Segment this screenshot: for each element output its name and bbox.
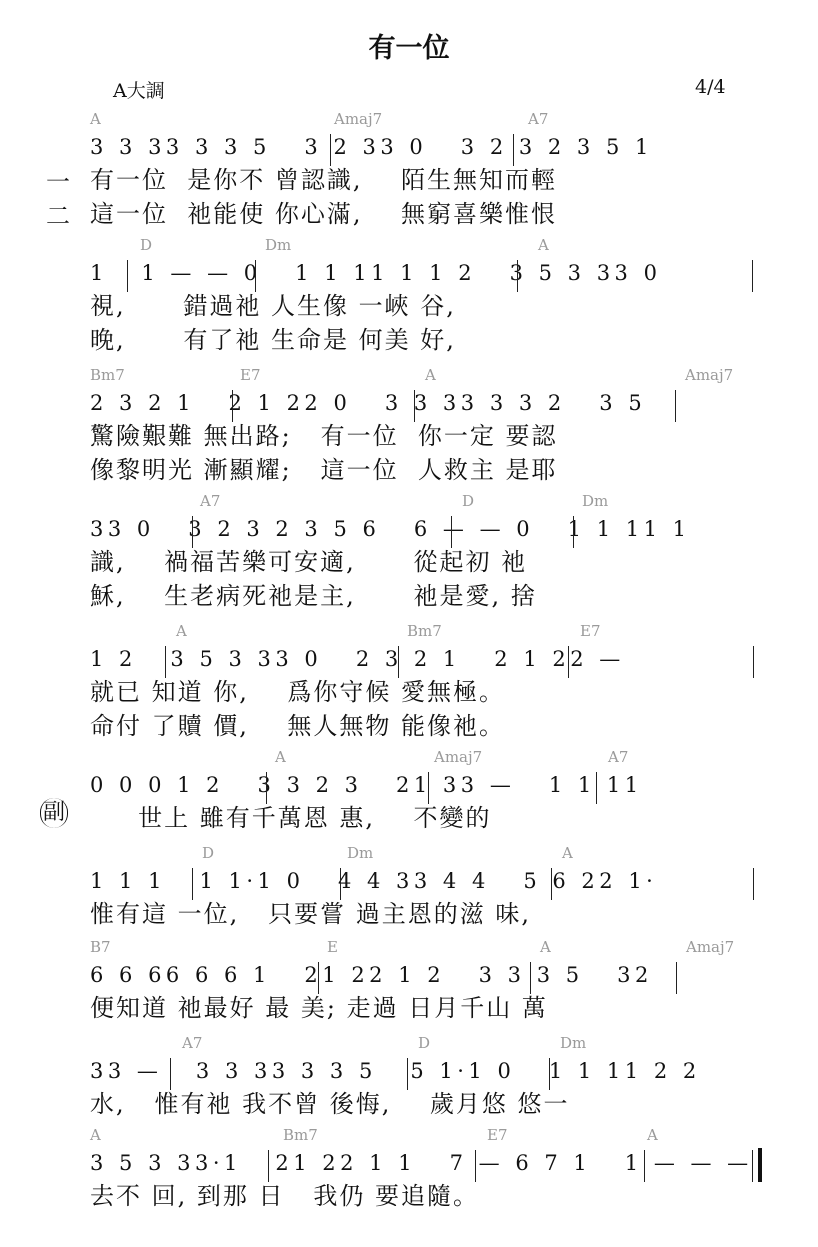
- jianpu-notes: [90, 1146, 760, 1180]
- score-system: [0, 366, 818, 486]
- chord-symbol: Dm: [347, 844, 374, 862]
- note-line: 33 0 3 2 3 2 3 5 6 6 — — 0 1 1 11 1: [90, 517, 691, 541]
- bar-line: [568, 646, 569, 678]
- chord-symbol: Dm: [265, 236, 292, 254]
- song-title: 有一位: [368, 33, 450, 64]
- lyric-line: 視, 錯過祂 人生像 一峽 谷,: [90, 292, 456, 320]
- note-line: 3 3 33 3 3 5 3 2 33 0 3 2 3 2 3 5 1: [90, 135, 653, 159]
- chord-symbol: A7: [200, 492, 221, 510]
- chord-symbol: A: [275, 748, 286, 766]
- chord-symbol: A: [90, 1126, 101, 1144]
- bar-line: [596, 772, 597, 804]
- chord-symbol: D: [202, 844, 215, 862]
- chord-symbol: D: [462, 492, 475, 510]
- note-line: 1 1 1 1 1·1 0 4 4 33 4 4 5 6 22 1·: [90, 869, 680, 893]
- jianpu-notes: [90, 864, 760, 898]
- chord-symbol: A7: [182, 1034, 203, 1052]
- jianpu-notes: [90, 386, 760, 420]
- chord-symbol: Amaj7: [686, 938, 735, 956]
- score-system: [0, 1126, 818, 1246]
- lyric-line: 這一位 祂能使 你心滿, 無窮喜樂惟恨: [90, 200, 558, 228]
- bar-line: [573, 516, 574, 548]
- time-signature: 4/4: [695, 76, 726, 98]
- chord-symbol: D: [140, 236, 153, 254]
- jianpu-notes: [90, 958, 760, 992]
- chord-symbol: A: [538, 236, 549, 254]
- chord-symbol: A: [90, 110, 101, 128]
- note-line: 1 1 — — 0 1 1 11 1 1 2 3 5 3 33 0: [90, 261, 684, 285]
- verse-two-label: 二: [46, 202, 70, 230]
- chord-symbol: E: [327, 938, 338, 956]
- note-line: 2 3 2 1 2 1 22 0 3 3 33 3 3 2 3 5: [90, 391, 647, 415]
- chorus-label: 副: [40, 798, 68, 828]
- chord-symbol: Dm: [560, 1034, 587, 1052]
- note-line: 3 5 3 33·1 21 22 1 1 7 — 6 7 1 1 — — —: [90, 1151, 753, 1175]
- jianpu-notes: [90, 130, 760, 164]
- chord-symbol: Bm7: [407, 622, 442, 640]
- chord-symbol: Dm: [582, 492, 609, 510]
- chord-symbol: A7: [608, 748, 629, 766]
- score-system: [0, 492, 818, 612]
- bar-line: [644, 1150, 645, 1182]
- chord-symbol: E7: [487, 1126, 508, 1144]
- jianpu-notes: [90, 512, 760, 546]
- lyric-line: 驚險艱難 無出路; 有一位 你一定 要認: [90, 422, 558, 450]
- bar-line: [753, 646, 754, 678]
- note-line: 1 2 3 5 3 33 0 2 3 2 1 2 1 22 —: [90, 647, 648, 671]
- lyric-line: 有一位 是你不 曾認識, 陌生無知而輕: [90, 166, 558, 194]
- score-system: [0, 622, 818, 742]
- chord-symbol: Amaj7: [685, 366, 734, 384]
- note-line: 6 6 66 6 6 1 21 22 1 2 3 3 3 5 32: [90, 963, 653, 987]
- lyric-line: 水, 惟有祂 我不曾 後悔, 歲月悠 悠一: [90, 1090, 570, 1118]
- lyric-line: 像黎明光 漸顯耀; 這一位 人救主 是耶: [90, 456, 558, 484]
- chord-symbol: A: [647, 1126, 658, 1144]
- chord-symbol: A: [176, 622, 187, 640]
- chord-symbol: Bm7: [283, 1126, 318, 1144]
- jianpu-notes: [90, 256, 760, 290]
- bar-line: [517, 260, 518, 292]
- verse-one-label: 一: [46, 168, 70, 196]
- bar-line: [676, 962, 677, 994]
- lyric-line: 命付 了贖 價, 無人無物 能像祂。: [90, 712, 506, 740]
- chord-symbol: D: [418, 1034, 431, 1052]
- lyric-line: 穌, 生老病死祂是主, 祂是愛, 捨: [90, 582, 537, 610]
- chord-symbol: A: [540, 938, 551, 956]
- lyric-line: 惟有這 一位, 只要嘗 過主恩的滋 味,: [90, 900, 532, 928]
- chord-symbol: Bm7: [90, 366, 125, 384]
- key-signature: A大調: [113, 80, 165, 102]
- chord-symbol: B7: [90, 938, 111, 956]
- chord-symbol: A7: [528, 110, 549, 128]
- chord-symbol: Amaj7: [334, 110, 383, 128]
- lyric-line: 世上 雖有千萬恩 惠, 不變的: [90, 804, 492, 832]
- lyric-line: 識, 禍福苦樂可安適, 從起初 祂: [90, 548, 528, 576]
- bar-line: [752, 1150, 753, 1182]
- lyric-line: 去不 回, 到那 日 我仍 要追隨。: [90, 1182, 480, 1210]
- bar-line: [675, 390, 676, 422]
- jianpu-notes: [90, 642, 760, 676]
- lyric-line: 晚, 有了祂 生命是 何美 好,: [90, 326, 456, 354]
- note-line: 0 0 0 1 2 3 3 2 3 21 33 — 1 1 11: [90, 773, 643, 797]
- final-bar-line: [758, 1148, 762, 1182]
- score-system: [0, 236, 818, 356]
- lyric-line: 就已 知道 你, 爲你守候 愛無極。: [90, 678, 506, 706]
- note-line: 33 — 3 3 33 3 3 5 5 1·1 0 1 1 11 2 2: [90, 1059, 701, 1083]
- chord-symbol: A: [425, 366, 436, 384]
- chord-symbol: E7: [580, 622, 601, 640]
- jianpu-notes: [90, 768, 760, 802]
- jianpu-notes: [90, 1054, 760, 1088]
- bar-line: [752, 260, 753, 292]
- bar-line: [753, 868, 754, 900]
- chord-symbol: Amaj7: [434, 748, 483, 766]
- lyric-line: 便知道 祂最好 最 美; 走過 日月千山 萬: [90, 994, 548, 1022]
- score-system: [0, 110, 818, 230]
- chord-symbol: A: [562, 844, 573, 862]
- bar-line: [551, 868, 552, 900]
- chord-symbol: E7: [240, 366, 261, 384]
